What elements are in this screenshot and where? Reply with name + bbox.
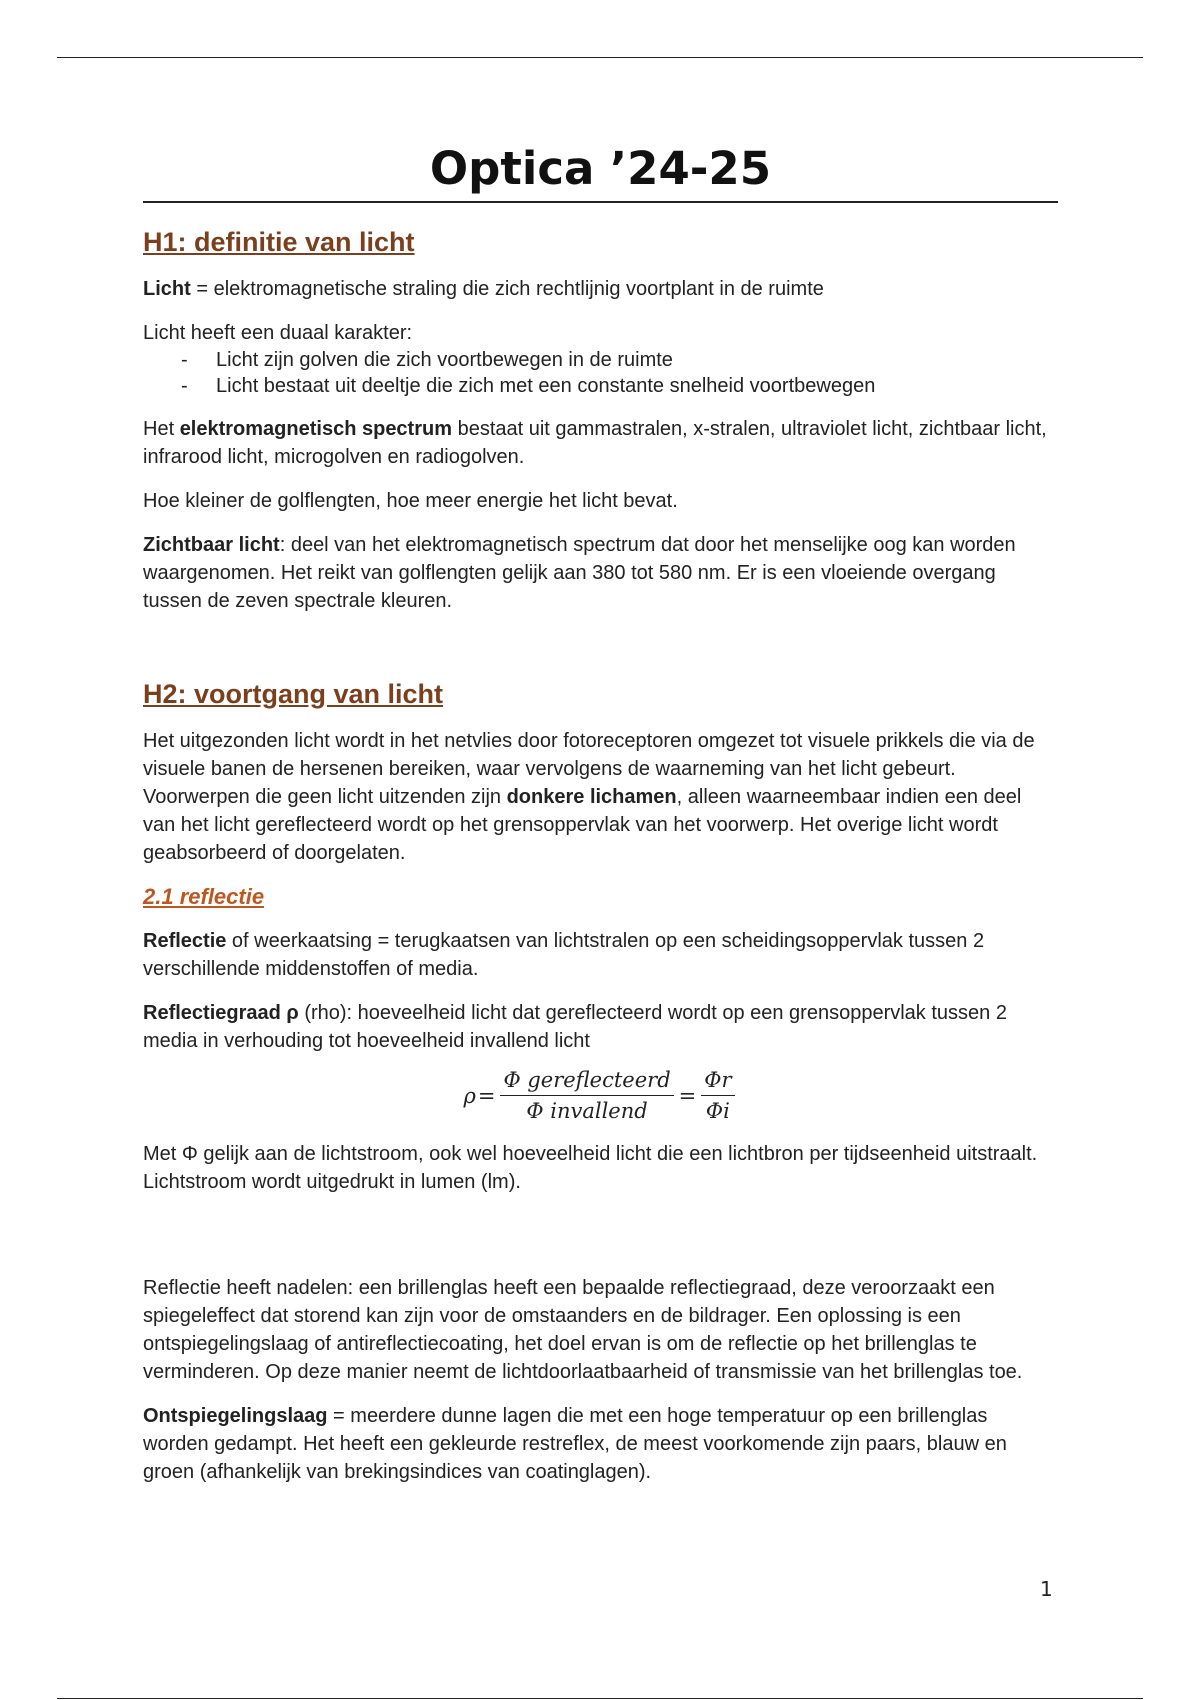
fraction-denominator: Φi bbox=[705, 1099, 730, 1123]
list-item: - Licht bestaat uit deeltje die zich met een constante snelheid voortbewegen bbox=[181, 375, 876, 397]
bottom-rule bbox=[57, 1698, 1143, 1699]
paragraph-zichtbaar-licht: Zichtbaar licht: deel van het elektromagnetisch spectrum dat door het menselijke oog kan worden waargenomen. Het reikt van golflengten gelijk aan 380 tot 580 nm. Er is een vloeiende overgang tussen de zeven spectrale kleuren. bbox=[143, 534, 1016, 612]
subsection-heading-reflectie: 2.1 reflectie bbox=[143, 884, 265, 909]
term-spectrum: elektromagnetisch spectrum bbox=[179, 418, 453, 440]
page-number: 1 bbox=[1040, 1577, 1053, 1601]
document-body bbox=[143, 140, 1058, 1502]
formula-equals: = bbox=[678, 1083, 697, 1108]
page-title: Optica ’24-25 bbox=[143, 140, 1058, 203]
dash-bullet-icon: - bbox=[181, 375, 188, 397]
paragraph-reflectie: Reflectie of weerkaatsing = terugkaatsen van lichtstralen op een scheidingsoppervlak tussen 2 verschillende middenstoffen of media. bbox=[143, 930, 985, 980]
term-donkere-lichamen: donkere lichamen bbox=[506, 786, 677, 808]
fraction-numerator: Φr bbox=[701, 1067, 734, 1096]
paragraph-duaal-karakter: Licht heeft een duaal karakter: bbox=[143, 322, 413, 344]
formula-fraction-1 bbox=[500, 1067, 673, 1124]
dash-bullet-icon: - bbox=[181, 349, 188, 371]
paragraph-ontspiegelingslaag: Ontspiegelingslaag = meerdere dunne lagen die met een hoge temperatuur op een brillenglas worden gedampt. Het heeft een gekleurde restreflex, de meest voorkomende zijn paars, blauw en groen (afhankelijk van brekingsindices van coatinglagen). bbox=[143, 1405, 1007, 1483]
section-heading-h1: H1: definitie van licht bbox=[143, 227, 415, 257]
paragraph-licht-definition: Licht = elektromagnetische straling die zich rechtlijnig voortplant in de ruimte bbox=[143, 278, 824, 300]
term-licht: Licht bbox=[143, 278, 191, 300]
top-rule bbox=[57, 57, 1143, 58]
section-heading-h2: H2: voortgang van licht bbox=[143, 679, 444, 709]
term-reflectiegraad: Reflectiegraad ρ bbox=[143, 1002, 299, 1024]
dash-list bbox=[143, 347, 1058, 399]
paragraph-golflengten: Hoe kleiner de golflengten, hoe meer energie het licht bevat. bbox=[143, 490, 678, 512]
paragraph-nadelen: Reflectie heeft nadelen: een brillenglas heeft een bepaalde reflectiegraad, deze veroorzaakt een spiegeleffect dat storend kan zijn voor de omstaanders en de bildrager. Een oplossing is een ontspiegelingslaag of antireflectiecoating, het doel ervan is om de reflectie op het brillenglas te verminderen. Op deze manier neemt de lichtdoorlaatbaarheid of transmissie van het brillenglas toe. bbox=[143, 1277, 1023, 1383]
formula-lhs: ρ bbox=[463, 1083, 476, 1108]
spacer bbox=[143, 1212, 1058, 1274]
reflectiegraad-formula bbox=[143, 1067, 1058, 1124]
term-reflectie: Reflectie bbox=[143, 930, 227, 952]
term-zichtbaar-licht: Zichtbaar licht bbox=[143, 534, 280, 556]
paragraph-lichtstroom: Met Φ gelijk aan de lichtstroom, ook wel hoeveelheid licht die een lichtbron per tijdseenheid uitstraalt. Lichtstroom wordt uitgedrukt in lumen (lm). bbox=[143, 1143, 1038, 1193]
formula-equals: = bbox=[477, 1083, 496, 1108]
term-ontspiegelingslaag: Ontspiegelingslaag bbox=[143, 1405, 328, 1427]
formula-fraction-2 bbox=[701, 1067, 734, 1124]
paragraph-reflectiegraad: Reflectiegraad ρ (rho): hoeveelheid licht dat gereflecteerd wordt op een grensoppervlak tussen 2 media in verhouding tot hoeveelheid invallend licht bbox=[143, 1002, 1007, 1052]
fraction-denominator: Φ invallend bbox=[526, 1099, 648, 1123]
paragraph-spectrum: Het elektromagnetisch spectrum bestaat uit gammastralen, x-stralen, ultraviolet licht, zichtbaar licht, infrarood licht, microgolven en radiogolven. bbox=[143, 418, 1047, 468]
paragraph-voortgang: Het uitgezonden licht wordt in het netvlies door fotoreceptoren omgezet tot visuele prikkels die via de visuele banen de hersenen bereiken, waar vervolgens de waarneming van het licht gebeurt. Voorwerpen die geen licht uitzenden zijn donkere lichamen, alleen waarneembaar indien een deel van het licht gereflecteerd wordt op het grensoppervlak van het voorwerp. Het overige licht wordt geabsorbeerd of doorgelaten. bbox=[143, 730, 1035, 864]
fraction-numerator: Φ gereflecteerd bbox=[500, 1067, 673, 1096]
list-item: - Licht zijn golven die zich voortbewegen in de ruimte bbox=[181, 349, 673, 371]
